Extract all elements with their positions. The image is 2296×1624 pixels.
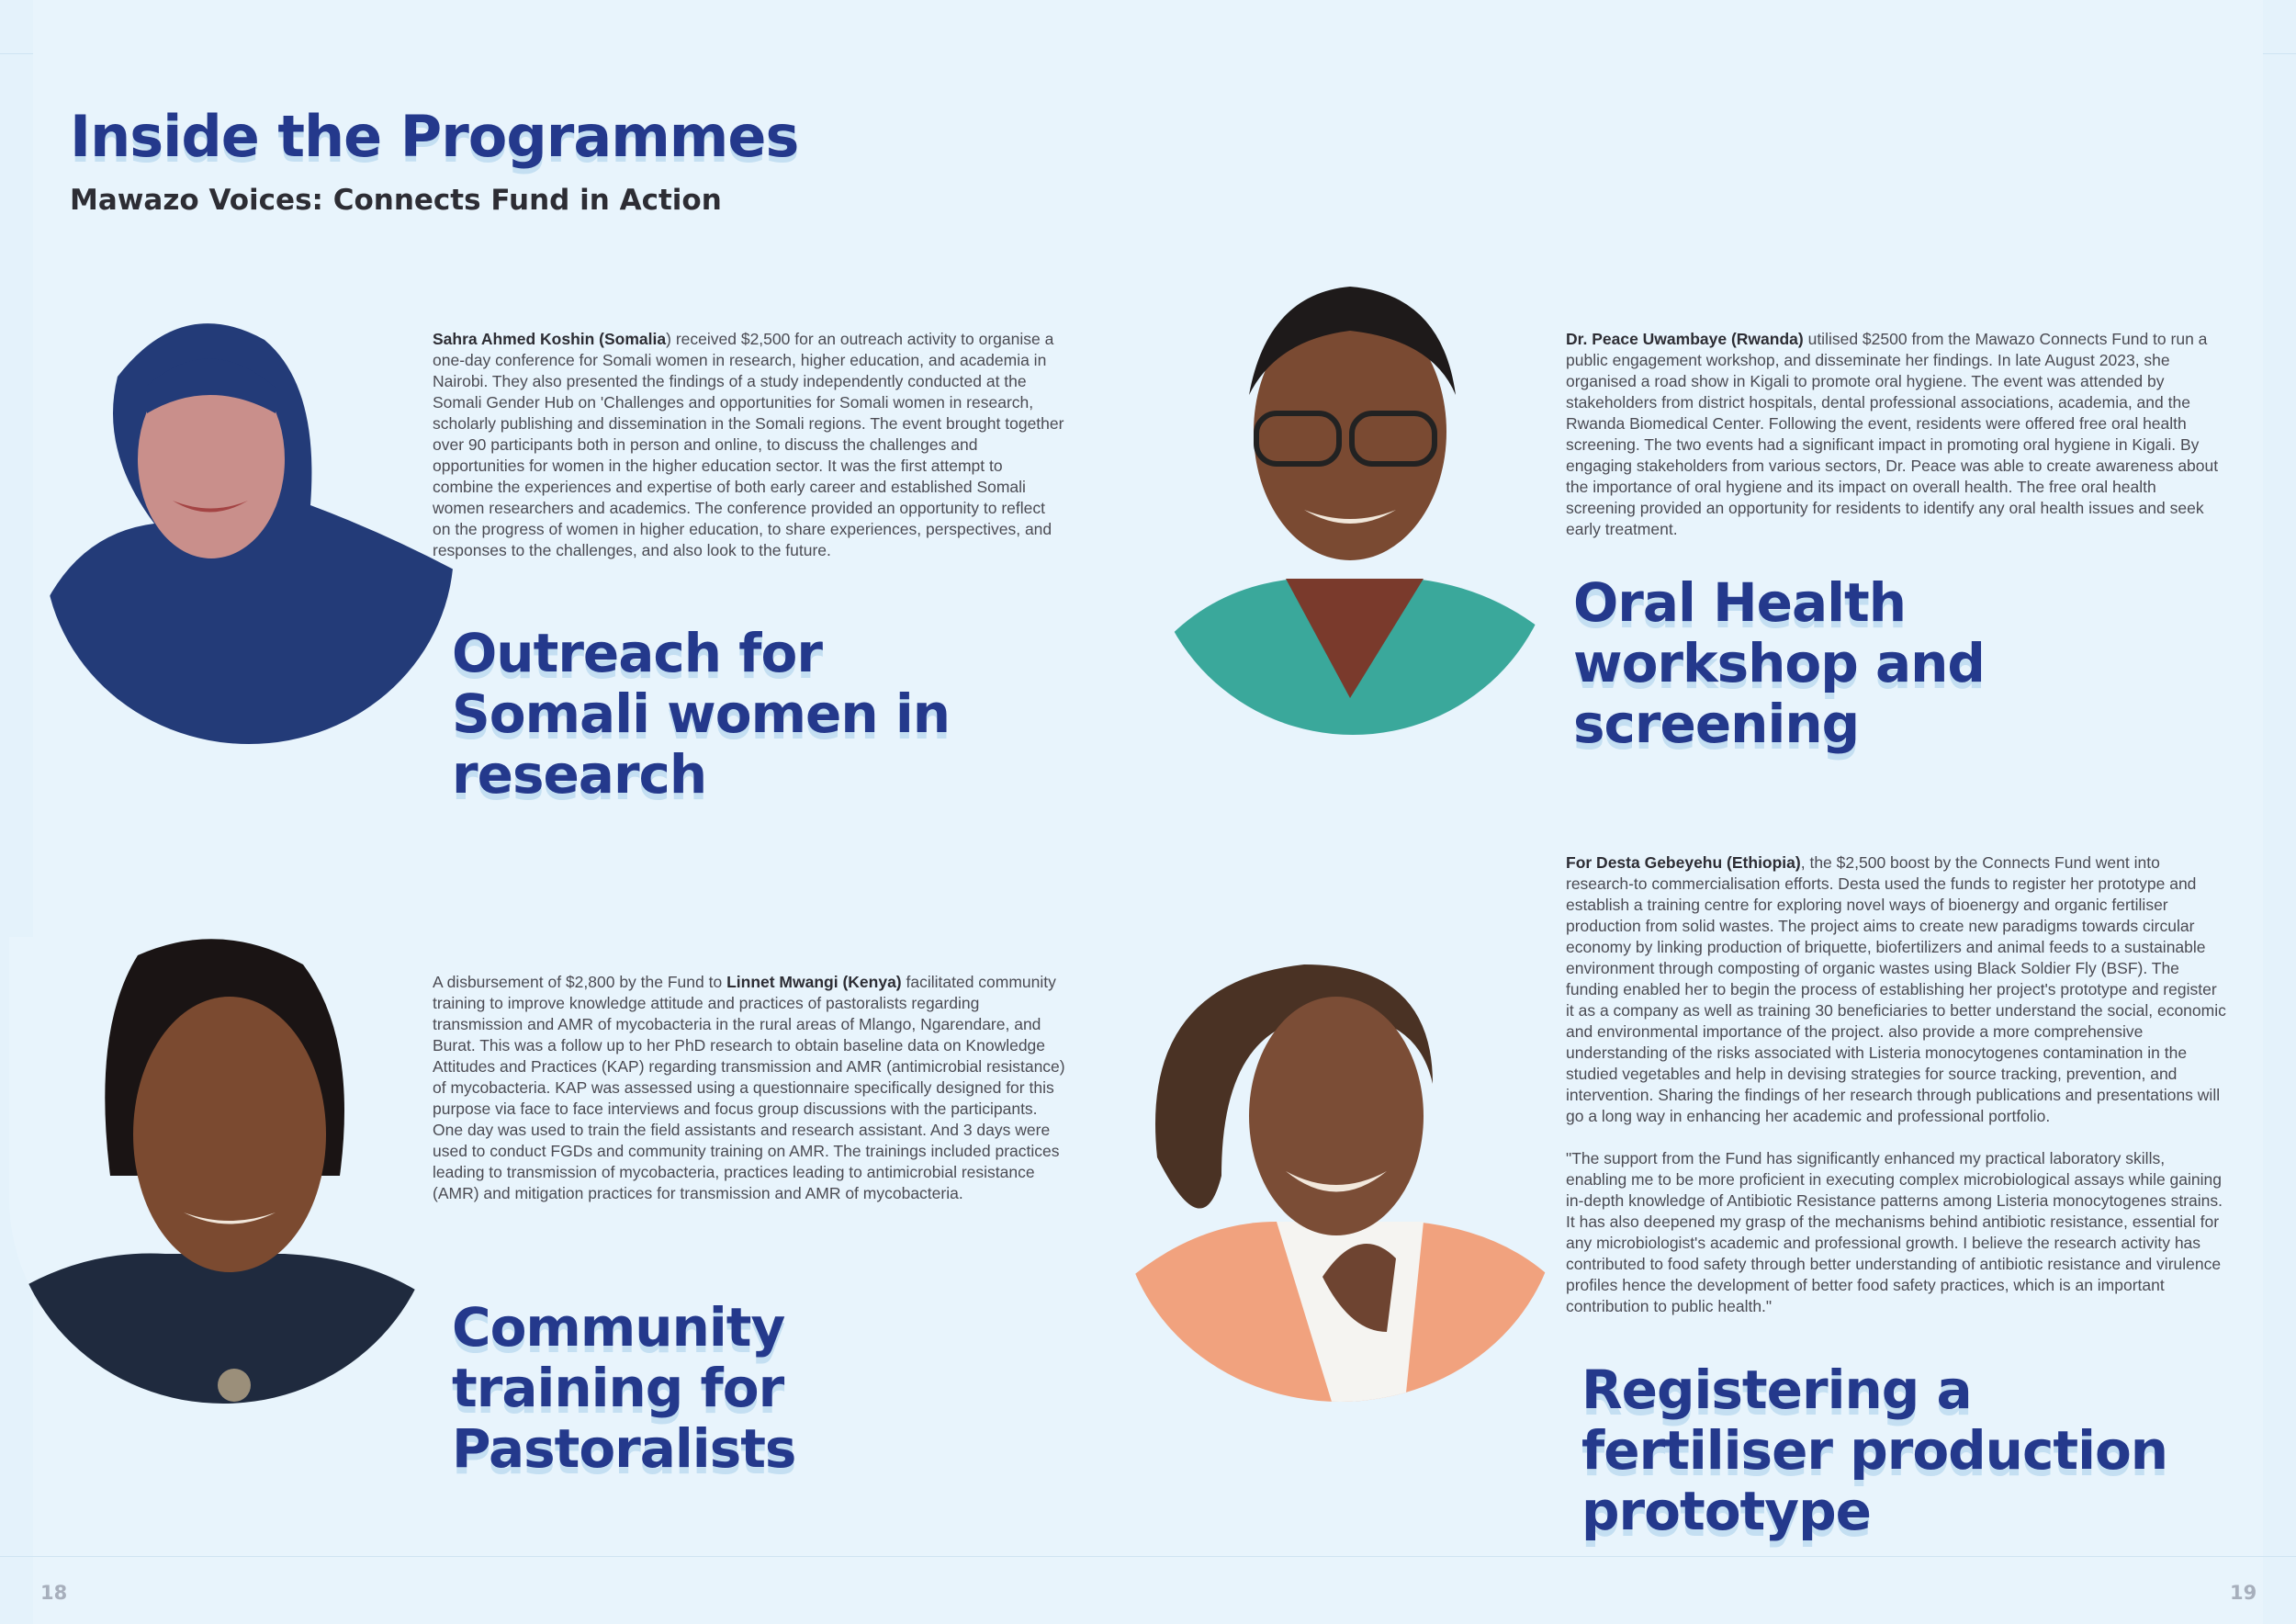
heading-line: Registering a: [1581, 1359, 1972, 1421]
heading-line: Community: [452, 1296, 785, 1359]
story-heading-community: [452, 1297, 795, 1479]
heading-line: Somali women in: [452, 682, 951, 745]
portrait-photo-desta: [1120, 946, 1559, 1402]
story-heading-outreach: [452, 623, 950, 805]
story-heading-fertiliser: [1581, 1359, 2167, 1541]
heading-line: Pastoralists: [452, 1417, 796, 1480]
person-name: For Desta Gebeyehu (Ethiopia): [1566, 853, 1801, 872]
page-number-right: 19: [2230, 1582, 2257, 1604]
story-quote: "The support from the Fund has significantly enhanced my practical laboratory skills, enabling me to be more proficient in executing complex microbiological assays while gaining in-depth knowledge of Antibiotic Resistance patterns among Listeria monocytogenes strains. It has also deepened my grasp of the mechanisms behind antibiotic resistance, essential for any microbiologist's academic and professional growth. I believe the research activity has contributed to food safety through better understanding of antibiotic resistance and virulence profiles hence the development of better food safety practices, which is an important contribution to public health.": [1566, 1149, 2223, 1315]
heading-line: prototype: [1581, 1480, 1871, 1542]
page-subtitle: Mawazo Voices: Connects Fund in Action: [70, 184, 722, 217]
story-body: ) received $2,500 for an outreach activity to organise a one-day conference for Somali women in research, higher education, and academia in Nairobi. They also presented the findings of a study independently conducted at the Somali Gender Hub on 'Challenges and opportunities for Somali women in research, scholarly publishing and dissemination in the Somali regions. The event brought together over 90 participants both in person and online, to discuss the challenges and opportunities for women in the higher education sector. It was the first attempt to combine the experiences and expertise of both early career and established Somali women researchers and academics. The conference provided an opportunity to reflect on the progress of women in higher education, to share experiences, perspectives, and responses to the challenges, and also look to the future.: [433, 330, 1064, 559]
person-name: Linnet Mwangi (Kenya): [726, 973, 902, 991]
story-text-linnet: [433, 972, 1066, 1204]
portrait-photo-sahra: [44, 303, 454, 744]
heading-line: Outreach for: [452, 622, 822, 684]
heading-line: Oral Health: [1573, 571, 1907, 634]
frame-line: [0, 1556, 2296, 1557]
story-paragraph: [1566, 852, 2227, 1127]
story-text-peace: [1566, 329, 2227, 540]
heading-line: fertiliser production: [1581, 1419, 2168, 1482]
story-heading-oral-health: [1573, 572, 1985, 754]
person-name: Dr. Peace Uwambaye (Rwanda): [1566, 330, 1804, 348]
story-body: utilised $2500 from the Mawazo Connects Fund to run a public engagement workshop, and disseminate her findings. In late August 2023, she organised a road show in Kigali to promote oral hygiene. The event was attended by stakeholders from district hospitals, dental professional associations, academia, and the Rwanda Biomedical Center. Following the event, residents were offered free oral health screening. The two events had a significant impact in promoting oral hygiene in Kigali. By engaging stakeholders from various sectors, Dr. Peace was able to create awareness about the importance of oral hygiene and its impact on overall health. The free oral health screening provided an opportunity for residents to identify any oral health issues and seek early treatment.: [1566, 330, 2219, 538]
story-prefix: A disbursement of $2,800 by the Fund to: [433, 973, 727, 991]
heading-line: research: [452, 743, 707, 806]
story-body: facilitated community training to improve knowledge attitude and practices of pastoralists regarding transmission and AMR of mycobacteria in the rural areas of Mlango, Ngarendare, and Burat. This was a follow up to her PhD research to obtain baseline data on Knowledge Attitudes and Practices (KAP) regarding transmission and AMR (antimicrobial resistance) of mycobacteria. KAP was assessed using a questionnaire specifically designed for this purpose via face to face interviews and focus group discussions with the participants. One day was used to train the field assistants and research assistant. And 3 days were used to conduct FGDs and community training on AMR. The trainings included practices leading to transmission of mycobacteria, practices leading to antimicrobial resistance (AMR) and mitigation practices for transmission and AMR of mycobacteria.: [433, 973, 1065, 1202]
story-text-desta: [1566, 852, 2227, 1338]
person-name: Sahra Ahmed Koshin (Somalia: [433, 330, 667, 348]
portrait-photo-peace: [1148, 276, 1558, 735]
heading-line: workshop and: [1573, 632, 1985, 694]
page-number-left: 18: [40, 1582, 68, 1604]
page-title: Inside the Programmes: [70, 103, 799, 170]
story-text-sahra: [433, 329, 1066, 561]
heading-line: screening: [1573, 693, 1860, 755]
heading-line: training for: [452, 1357, 784, 1419]
story-body: , the $2,500 boost by the Connects Fund went into research-to commercialisation efforts. Desta used the funds to register her prototype and establish a training centre for exploring novel ways of bioenergy and organic fertiliser production from solid wastes. The project aims to create new paradigms towards circular economy by linking production of briquette, biofertilizers and animal feeds to a sustainable environment through composting of organic wastes using Black Soldier Fly (BSF). The funding enabled her to begin the process of establishing her project's prototype and register it as a company as well as training 30 beneficiaries to better understand the social, economic and environmental importance of the project. also provide a more comprehensive understanding of the risks associated with Listeria monocytogenes contamination in the studied vegetables and help in devising strategies for source tracking, prevention, and intervention. Sharing the findings of her research through publications and presentations will go a long way in enhancing her academic and professional portfolio.: [1566, 853, 2226, 1125]
portrait-photo-linnet: [9, 937, 437, 1404]
